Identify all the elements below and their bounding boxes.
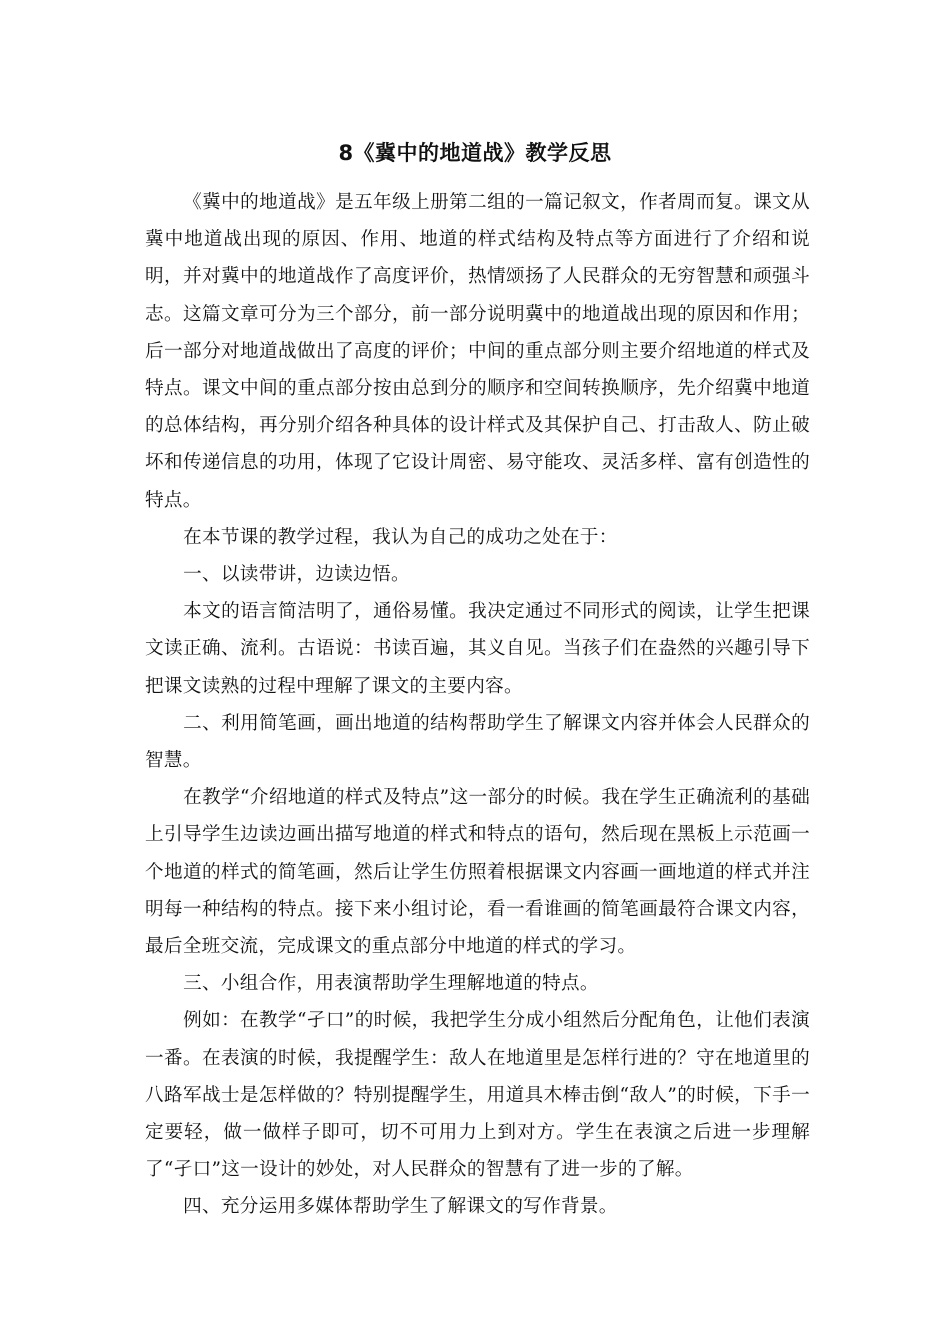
heading-point-4: 四、充分运用多媒体帮助学生了解课文的写作背景。: [183, 1196, 618, 1218]
paragraph-intro: 《冀中的地道战》是五年级上册第二组的一篇记叙文，作者周而复。课文从冀中地道战出现的原因、作用、地道的样式结构及特点等方面进行了介绍和说明，并对冀中的地道战作了高度评价，热情颂扬了人民群众的无穷智慧和顽强斗志。这篇文章可分为三个部分，前一部分说明冀中的地道战出现的原因和作用；后一部分对地道战做出了高度的评价；中间的重点部分则主要介绍地道的样式及特点。课文中间的重点部分按由总到分的顺序和空间转换顺序，先介绍冀中地道的总体结构，再分别介绍各种具体的设计样式及其保护自己、打击敌人、防止破坏和传递信息的功用，体现了它设计周密、易守能攻、灵活多样、富有创造性的特点。: [145, 192, 810, 511]
paragraph-point-2: 在教学“介绍地道的样式及特点”这一部分的时候。我在学生正确流利的基础上引导学生边读边画出描写地道的样式和特点的语句，然后现在黑板上示范画一个地道的样式的简笔画，然后让学生仿照着根据课文内容画一画地道的样式并注明每一种结构的特点。接下来小组讨论，看一看谁画的简笔画最符合课文内容，最后全班交流，完成课文的重点部分中地道的样式的学习。: [145, 787, 810, 958]
heading-point-3: 三、小组合作，用表演帮助学生理解地道的特点。: [183, 973, 599, 995]
heading-point-2: 二、利用简笔画，画出地道的结构帮助学生了解课文内容并体会人民群众的智慧。: [145, 712, 810, 772]
document-body: [145, 184, 810, 1226]
heading-point-1: 一、以读带讲，边读边悟。: [183, 564, 410, 586]
document-title: 8《冀中的地道战》教学反思: [338, 141, 612, 165]
paragraph-success-lead: 在本节课的教学过程，我认为自己的成功之处在于：: [183, 526, 618, 548]
paragraph-point-3: 例如：在教学“孑口”的时候，我把学生分成小组然后分配角色，让他们表演一番。在表演的时候，我提醒学生：敌人在地道里是怎样行进的？守在地道里的八路军战士是怎样做的？特别提醒学生，用道具木棒击倒“敌人”的时候，下手一定要轻，做一做样子即可，切不可用力上到对方。学生在表演之后进一步理解了“孑口”这一设计的妙处，对人民群众的智慧有了进一步的了解。: [145, 1010, 810, 1181]
paragraph-point-1: 本文的语言简洁明了，通俗易懂。我决定通过不同形式的阅读，让学生把课文读正确、流利。古语说：书读百遍，其义自见。当孩子们在盎然的兴趣引导下把课文读熟的过程中理解了课文的主要内容。: [145, 601, 810, 697]
